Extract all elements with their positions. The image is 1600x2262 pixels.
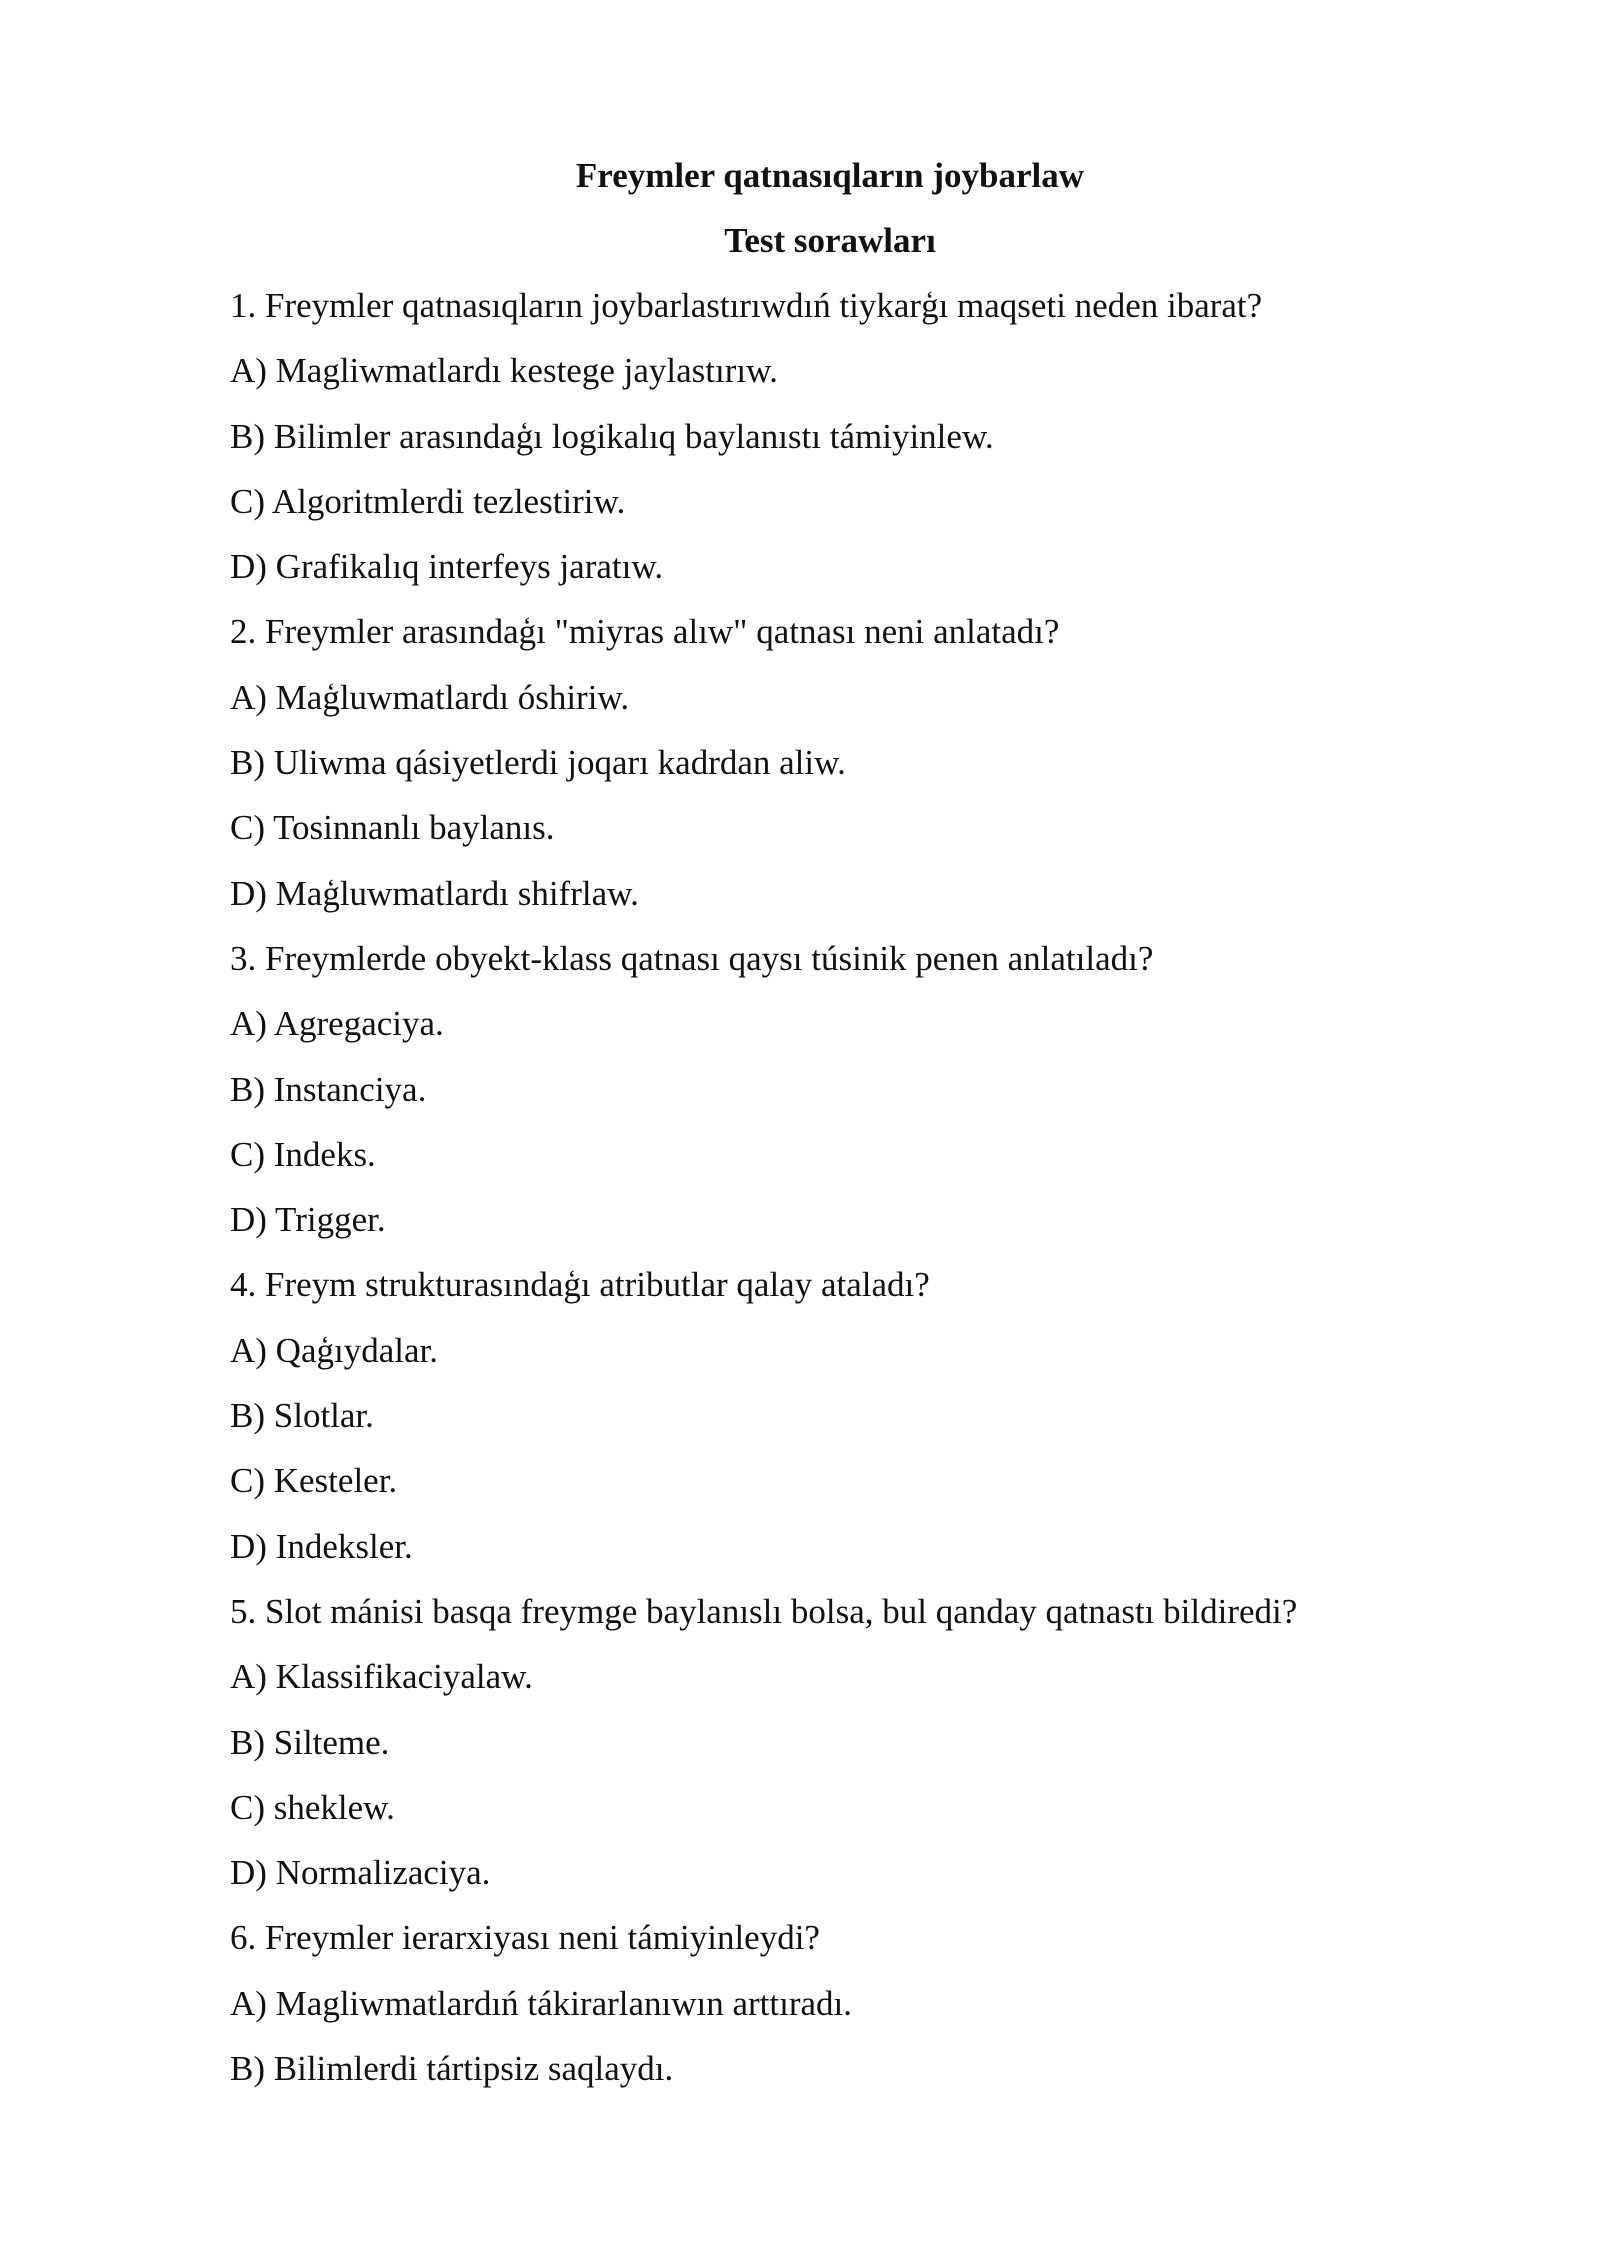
- question-2-option-d: D) Maģluwmatlardı shifrlaw.: [230, 873, 639, 913]
- question-5-option-b: B) Silteme.: [230, 1722, 390, 1762]
- question-3-option-a: A) Agregaciya.: [230, 1004, 444, 1044]
- question-1: 1. Freymler qatnasıqların joybarlastırıwdıń tiykarģı maqseti neden ibarat?: [230, 286, 1263, 325]
- question-list: [230, 286, 1530, 2114]
- question-4: 4. Freym strukturasındaģı atributlar qalay ataladı?: [230, 1265, 930, 1305]
- question-3-option-d: D) Trigger.: [230, 1200, 386, 1240]
- question-1-option-c: C) Algoritmlerdi tezlestiriw.: [230, 481, 626, 521]
- question-1-option-a: A) Magliwmatlardı kestege jaylastırıw.: [230, 351, 778, 391]
- question-5-option-d: D) Normalizaciya.: [230, 1853, 491, 1893]
- question-1-option-d: D) Grafikalıq interfeys jaratıw.: [230, 547, 664, 587]
- question-6: 6. Freymler ierarxiyası neni támiyinleydi?: [230, 1918, 820, 1958]
- document-title: Freymler qatnasıqların joybarlaw: [575, 156, 1085, 195]
- question-3: 3. Freymlerde obyekt-klass qatnası qaysı túsinik penen anlatıladı?: [230, 938, 1154, 978]
- question-2-option-b: B) Uliwma qásiyetlerdi joqarı kadrdan aliw.: [230, 743, 846, 783]
- question-4-option-b: B) Slotlar.: [230, 1396, 374, 1436]
- question-5-option-a: A) Klassifikaciyalaw.: [230, 1657, 533, 1697]
- question-6-option-a: A) Magliwmatlardıń tákirarlanıwın arttıradı.: [230, 1983, 853, 2023]
- question-1-option-b: B) Bilimler arasındaģı logikalıq baylanıstı támiyinlew.: [230, 416, 994, 456]
- document-subtitle: Test sorawları: [724, 221, 936, 260]
- question-3-option-b: B) Instanciya.: [230, 1069, 427, 1109]
- question-4-option-c: C) Kesteler.: [230, 1461, 398, 1501]
- question-5-option-c: C) sheklew.: [230, 1787, 395, 1827]
- question-4-option-d: D) Indeksler.: [230, 1526, 413, 1566]
- question-2: 2. Freymler arasındaģı "miyras alıw" qatnası neni anlatadı?: [230, 612, 1060, 652]
- question-5: 5. Slot mánisi basqa freymge baylanıslı bolsa, bul qanday qatnastı bildiredi?: [230, 1591, 1298, 1631]
- question-3-option-c: C) Indeks.: [230, 1134, 376, 1174]
- question-2-option-a: A) Maģluwmatlardı óshiriw.: [230, 677, 630, 717]
- question-4-option-a: A) Qaģıydalar.: [230, 1330, 438, 1370]
- question-6-option-b: B) Bilimlerdi tártipsiz saqlaydı.: [230, 2049, 674, 2089]
- question-2-option-c: C) Tosinnanlı baylanıs.: [230, 808, 555, 848]
